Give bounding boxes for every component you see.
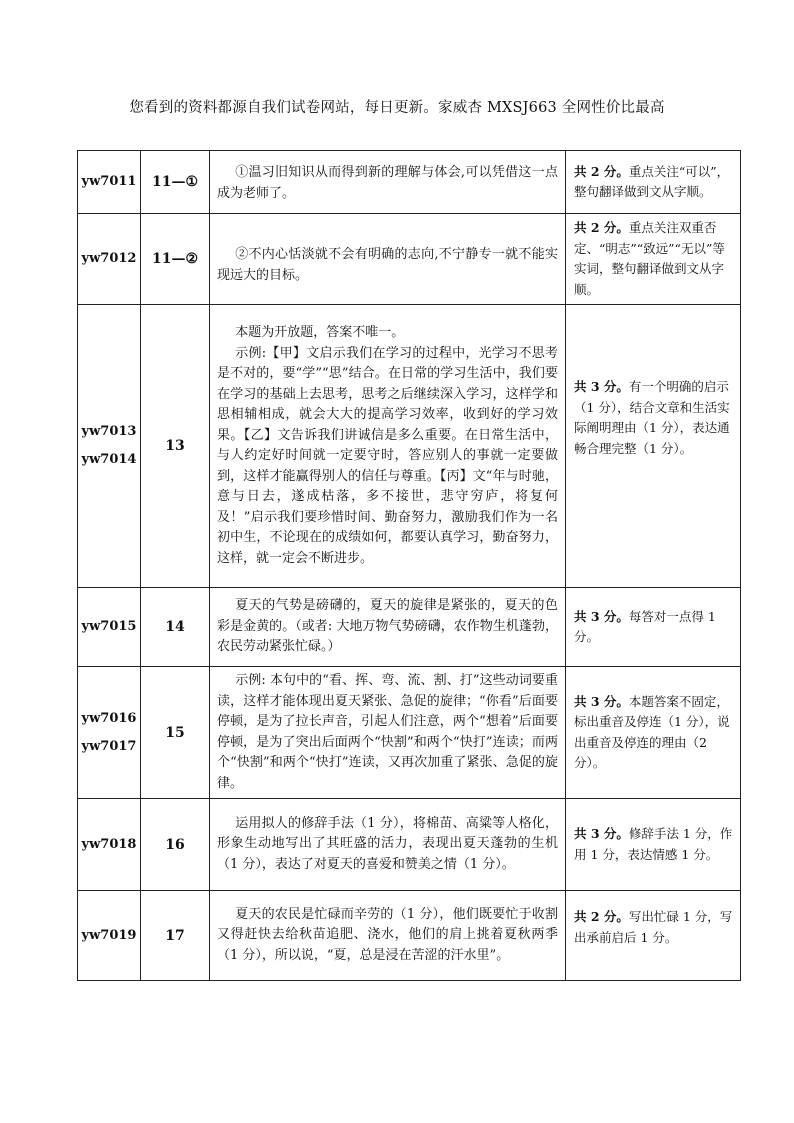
question-id: yw7015 bbox=[81, 619, 137, 634]
question-number: 11—① bbox=[141, 151, 210, 214]
question-id-cell bbox=[78, 151, 141, 214]
question-id: yw7016 bbox=[81, 710, 137, 726]
table-row bbox=[78, 305, 741, 588]
score-cell bbox=[566, 151, 741, 214]
answer-cell bbox=[210, 305, 566, 588]
table-row bbox=[78, 588, 741, 667]
table-row bbox=[78, 214, 741, 305]
question-number: 17 bbox=[141, 891, 210, 981]
score-cell bbox=[566, 799, 741, 891]
answer-text: 示例:【甲】文启示我们在学习的过程中，光学习不思考是不对的，要“学”“思”结合。在日常的学习生活中，我们要在学习的基础上去思考，思考之后继续深入学习，这样学和思相辅相成，就会大大的提高学习效率，收到好的学习效果。【乙】文告诉我们讲诚信是多么重要。在日常生活中，与人约定好时间就一定要守时，答应别人的事就一定要做到，这样才能赢得别人的信任与尊重。【丙】文“年与时驰，意与日去，遂成枯落，多不接世，悲守穷庐，将复何及！”启示我们要珍惜时间、勤奋努力，激励我们作为一名初中生，不论现在的成绩如何，都要认真学习，勤奋努力，这样，就一定会不断进步。 bbox=[217, 345, 558, 566]
answer-cell bbox=[210, 588, 566, 667]
answer-cell bbox=[210, 667, 566, 799]
answer-cell bbox=[210, 151, 566, 214]
score-detail: 重点关注“可以”，整句翻译做到文从字顺。 bbox=[574, 163, 730, 199]
question-id: yw7013 bbox=[81, 424, 137, 439]
answer-table bbox=[77, 150, 741, 981]
answer-text: 夏天的农民是忙碌而辛劳的（1 分），他们既要忙于收割又得赶快去给秋苗追肥、浇水，他们的肩上挑着夏秋两季（1 分），所以说，“夏，总是浸在苦涩的汗水里”。 bbox=[217, 906, 558, 963]
score-cell bbox=[566, 891, 741, 981]
question-id-cell bbox=[78, 214, 141, 305]
score-cell bbox=[566, 667, 741, 799]
answer-text: 夏天的气势是磅礴的，夏天的旋律是紧张的，夏天的色彩是金黄的。（或者: 大地万物气势磅礴，农作物生机蓬勃，农民劳动紧张忙碌。） bbox=[217, 598, 558, 655]
page-header: 您看到的资料都源自我们试卷网站，每日更新。家威杏 MXSJ663 全网性价比最高 bbox=[129, 100, 665, 116]
question-id-cell bbox=[78, 305, 141, 588]
score-total: 共 2 分。 bbox=[574, 220, 629, 235]
score-total: 共 3 分。 bbox=[574, 379, 629, 394]
answer-text: 运用拟人的修辞手法（1 分），将棉苗、高粱等人格化，形象生动地写出了其旺盛的活力，表现出夏天蓬勃的生机（1 分），表达了对夏天的喜爱和赞美之情（1 分）。 bbox=[217, 815, 558, 872]
score-detail: 修辞手法 1 分，作用 1 分，表达情感 1 分。 bbox=[574, 826, 733, 862]
answer-cell bbox=[210, 214, 566, 305]
question-id: yw7014 bbox=[81, 452, 137, 467]
score-cell bbox=[566, 214, 741, 305]
question-id: yw7017 bbox=[81, 738, 137, 754]
answer-text: 本题为开放题，答案不唯一。 bbox=[235, 325, 405, 340]
question-id-cell bbox=[78, 667, 141, 799]
question-id-cell bbox=[78, 891, 141, 981]
score-total: 共 3 分。 bbox=[574, 608, 629, 624]
question-id: yw7018 bbox=[81, 836, 137, 852]
answer-text: ①温习旧知识从而得到新的理解与体会,可以凭借这一点成为老师了。 bbox=[217, 165, 558, 201]
question-number: 11—② bbox=[141, 214, 210, 305]
score-detail: 本题答案不固定，标出重音及停连（1 分），说出重音及停连的理由（2 分）。 bbox=[574, 693, 730, 770]
question-number: 14 bbox=[141, 588, 210, 667]
question-number: 15 bbox=[141, 667, 210, 799]
score-detail: 有一个明确的启示（1 分），结合文章和生活实际阐明理由（1 分），表达通畅合理完整（1 分）。 bbox=[574, 379, 730, 456]
question-id: yw7011 bbox=[81, 174, 137, 189]
question-id-cell bbox=[78, 799, 141, 891]
table-row bbox=[78, 667, 741, 799]
table-row bbox=[78, 891, 741, 981]
score-total: 共 3 分。 bbox=[574, 693, 629, 709]
score-total: 共 2 分。 bbox=[574, 909, 629, 924]
question-number: 16 bbox=[141, 799, 210, 891]
question-id: yw7012 bbox=[81, 251, 137, 266]
score-detail: 写出忙碌 1 分，写出承前启后 1 分。 bbox=[574, 909, 733, 945]
answer-cell bbox=[210, 799, 566, 891]
score-total: 共 3 分。 bbox=[574, 826, 629, 841]
score-detail: 重点关注双重否定、“明志”“致远”“无以”等实词，整句翻译做到文从字顺。 bbox=[574, 220, 725, 297]
score-total: 共 2 分。 bbox=[574, 163, 629, 179]
table-row bbox=[78, 799, 741, 891]
score-cell bbox=[566, 588, 741, 667]
score-cell bbox=[566, 305, 741, 588]
table-row bbox=[78, 151, 741, 214]
question-id: yw7019 bbox=[81, 927, 137, 943]
answer-text: 示例: 本句中的“看、挥、弯、流、割、打”这些动词要重读，这样才能体现出夏天紧张、急促的旋律；“你看”后面要停顿，是为了拉长声音，引起人们注意，两个“想着”后面要停顿，是为了突出后面两个“快割”和两个“快打”连读；而两个“快割”和两个“快打”连读，又再次加重了紧张、急促的旋律。 bbox=[217, 673, 558, 791]
answer-text: ②不内心恬淡就不会有明确的志向,不宁静专一就不能实现远大的目标。 bbox=[217, 247, 558, 283]
answer-cell bbox=[210, 891, 566, 981]
question-id-cell bbox=[78, 588, 141, 667]
score-detail: 每答对一点得 1 分。 bbox=[574, 608, 716, 644]
question-number: 13 bbox=[141, 305, 210, 588]
